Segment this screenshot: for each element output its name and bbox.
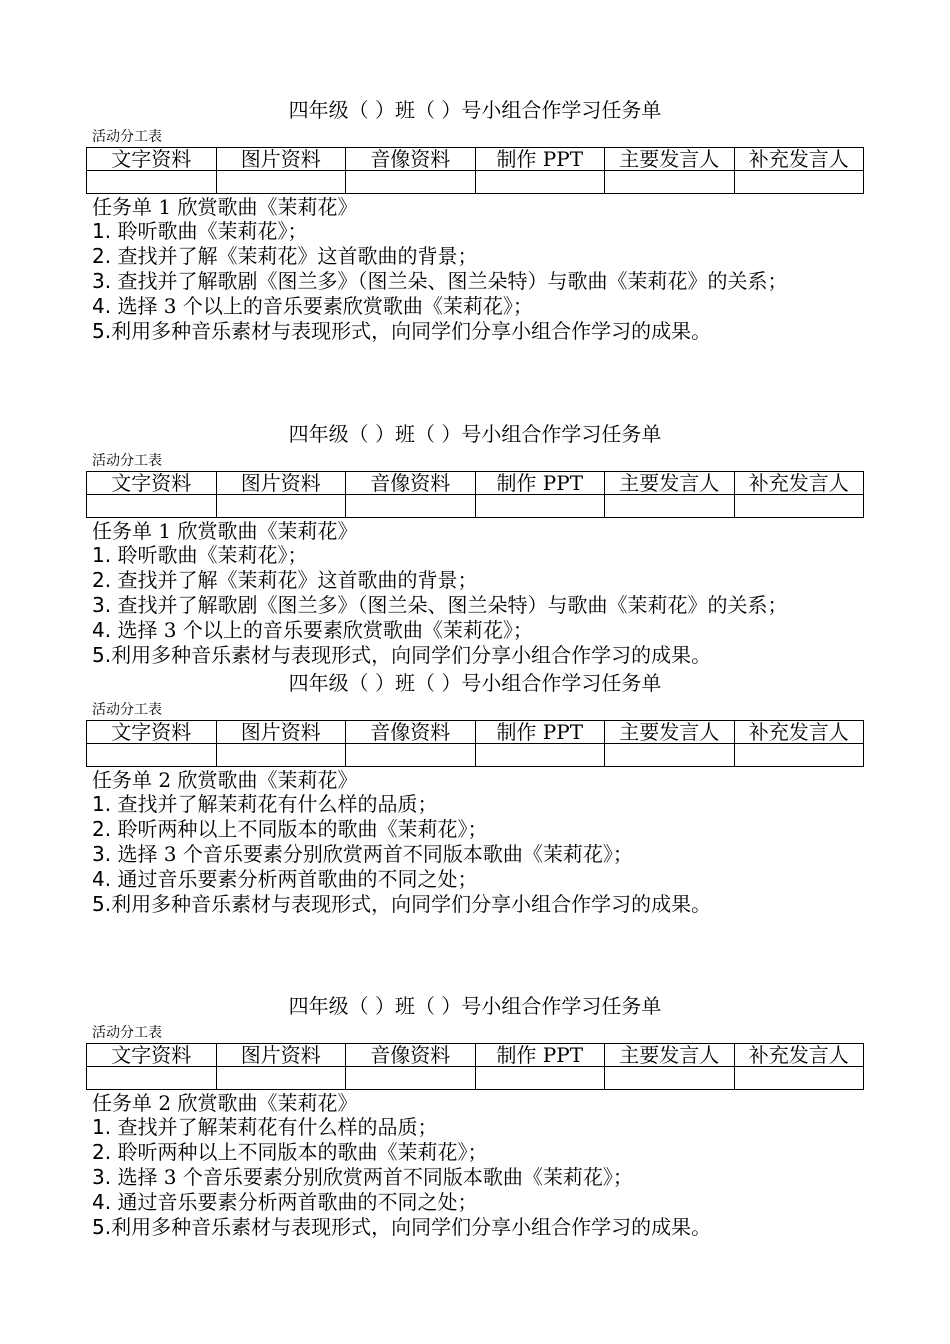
list-item: 2. 查找并了解《茉莉花》这首歌曲的背景； (92, 244, 478, 268)
sheet-title: 四年级（ ）班（ ）号小组合作学习任务单 (288, 994, 662, 1018)
list-item: 5.利用多种音乐素材与表现形式，向同学们分享小组合作学习的成果。 (92, 1215, 712, 1239)
role-header-row (87, 721, 864, 744)
fill-cell[interactable] (346, 171, 476, 194)
fill-cell[interactable] (605, 1067, 735, 1090)
sheet-title: 四年级（ ）班（ ）号小组合作学习任务单 (288, 422, 662, 446)
role-col-main-speaker: 主要发言人 (605, 148, 735, 171)
sheet-title: 四年级（ ）班（ ）号小组合作学习任务单 (288, 671, 662, 695)
role-col-av: 音像资料 (346, 472, 476, 495)
role-col-ppt: 制作 PPT (475, 1044, 605, 1067)
table-caption: 活动分工表 (92, 702, 162, 718)
role-fill-row (87, 1067, 864, 1090)
role-fill-row (87, 171, 864, 194)
role-col-extra-speaker: 补充发言人 (734, 721, 864, 744)
fill-cell[interactable] (475, 495, 605, 518)
fill-cell[interactable] (475, 171, 605, 194)
role-table (86, 147, 864, 194)
fill-cell[interactable] (475, 1067, 605, 1090)
list-item: 2. 查找并了解《茉莉花》这首歌曲的背景； (92, 568, 478, 592)
fill-cell[interactable] (346, 1067, 476, 1090)
role-col-extra-speaker: 补充发言人 (734, 1044, 864, 1067)
task-heading: 任务单 1 欣赏歌曲《茉莉花》 (92, 519, 358, 543)
role-table (86, 720, 864, 767)
fill-cell[interactable] (734, 171, 864, 194)
role-table (86, 1043, 864, 1090)
list-item: 4. 选择 3 个以上的音乐要素欣赏歌曲《茉莉花》； (92, 294, 533, 318)
role-col-ppt: 制作 PPT (475, 472, 605, 495)
role-col-av: 音像资料 (346, 721, 476, 744)
list-item: 5.利用多种音乐素材与表现形式，向同学们分享小组合作学习的成果。 (92, 319, 712, 343)
role-header-row (87, 472, 864, 495)
sheet-title: 四年级（ ）班（ ）号小组合作学习任务单 (288, 98, 662, 122)
role-col-images: 图片资料 (216, 472, 346, 495)
list-item: 3. 查找并了解歌剧《图兰多》（图兰朵、图兰朵特）与歌曲《茉莉花》的关系； (92, 269, 788, 293)
list-item: 2. 聆听两种以上不同版本的歌曲《茉莉花》； (92, 817, 488, 841)
list-item: 3. 选择 3 个音乐要素分别欣赏两首不同版本歌曲《茉莉花》； (92, 842, 633, 866)
fill-cell[interactable] (605, 744, 735, 767)
fill-cell[interactable] (734, 1067, 864, 1090)
fill-cell[interactable] (87, 1067, 217, 1090)
role-col-text: 文字资料 (87, 721, 217, 744)
role-col-av: 音像资料 (346, 148, 476, 171)
role-col-images: 图片资料 (216, 721, 346, 744)
role-col-main-speaker: 主要发言人 (605, 721, 735, 744)
list-item: 4. 通过音乐要素分析两首歌曲的不同之处； (92, 1190, 478, 1214)
role-col-main-speaker: 主要发言人 (605, 1044, 735, 1067)
fill-cell[interactable] (734, 495, 864, 518)
list-item: 4. 选择 3 个以上的音乐要素欣赏歌曲《茉莉花》； (92, 618, 533, 642)
list-item: 3. 查找并了解歌剧《图兰多》（图兰朵、图兰朵特）与歌曲《茉莉花》的关系； (92, 593, 788, 617)
list-item: 1. 查找并了解茉莉花有什么样的品质； (92, 792, 438, 816)
table-caption: 活动分工表 (92, 1025, 162, 1041)
task-list (92, 543, 922, 668)
role-col-ppt: 制作 PPT (475, 148, 605, 171)
list-item: 1. 聆听歌曲《茉莉花》； (92, 219, 308, 243)
list-item: 5.利用多种音乐素材与表现形式，向同学们分享小组合作学习的成果。 (92, 892, 712, 916)
role-col-text: 文字资料 (87, 148, 217, 171)
role-col-av: 音像资料 (346, 1044, 476, 1067)
role-header-row (87, 1044, 864, 1067)
table-caption: 活动分工表 (92, 453, 162, 469)
fill-cell[interactable] (475, 744, 605, 767)
role-col-main-speaker: 主要发言人 (605, 472, 735, 495)
fill-cell[interactable] (216, 744, 346, 767)
fill-cell[interactable] (605, 495, 735, 518)
task-list (92, 1115, 922, 1240)
role-col-images: 图片资料 (216, 1044, 346, 1067)
list-item: 2. 聆听两种以上不同版本的歌曲《茉莉花》； (92, 1140, 488, 1164)
fill-cell[interactable] (87, 495, 217, 518)
fill-cell[interactable] (734, 744, 864, 767)
fill-cell[interactable] (216, 495, 346, 518)
role-col-ppt: 制作 PPT (475, 721, 605, 744)
task-heading: 任务单 1 欣赏歌曲《茉莉花》 (92, 195, 358, 219)
role-fill-row (87, 744, 864, 767)
fill-cell[interactable] (216, 171, 346, 194)
fill-cell[interactable] (216, 1067, 346, 1090)
table-caption: 活动分工表 (92, 129, 162, 145)
role-fill-row (87, 495, 864, 518)
task-heading: 任务单 2 欣赏歌曲《茉莉花》 (92, 1091, 358, 1115)
list-item: 1. 聆听歌曲《茉莉花》； (92, 543, 308, 567)
fill-cell[interactable] (87, 744, 217, 767)
fill-cell[interactable] (346, 744, 476, 767)
list-item: 4. 通过音乐要素分析两首歌曲的不同之处； (92, 867, 478, 891)
fill-cell[interactable] (346, 495, 476, 518)
task-heading: 任务单 2 欣赏歌曲《茉莉花》 (92, 768, 358, 792)
role-header-row (87, 148, 864, 171)
list-item: 1. 查找并了解茉莉花有什么样的品质； (92, 1115, 438, 1139)
role-col-extra-speaker: 补充发言人 (734, 472, 864, 495)
task-list (92, 219, 922, 344)
list-item: 5.利用多种音乐素材与表现形式，向同学们分享小组合作学习的成果。 (92, 643, 712, 667)
role-col-text: 文字资料 (87, 1044, 217, 1067)
role-col-images: 图片资料 (216, 148, 346, 171)
fill-cell[interactable] (605, 171, 735, 194)
role-col-text: 文字资料 (87, 472, 217, 495)
list-item: 3. 选择 3 个音乐要素分别欣赏两首不同版本歌曲《茉莉花》； (92, 1165, 633, 1189)
role-col-extra-speaker: 补充发言人 (734, 148, 864, 171)
role-table (86, 471, 864, 518)
fill-cell[interactable] (87, 171, 217, 194)
task-list (92, 792, 922, 917)
